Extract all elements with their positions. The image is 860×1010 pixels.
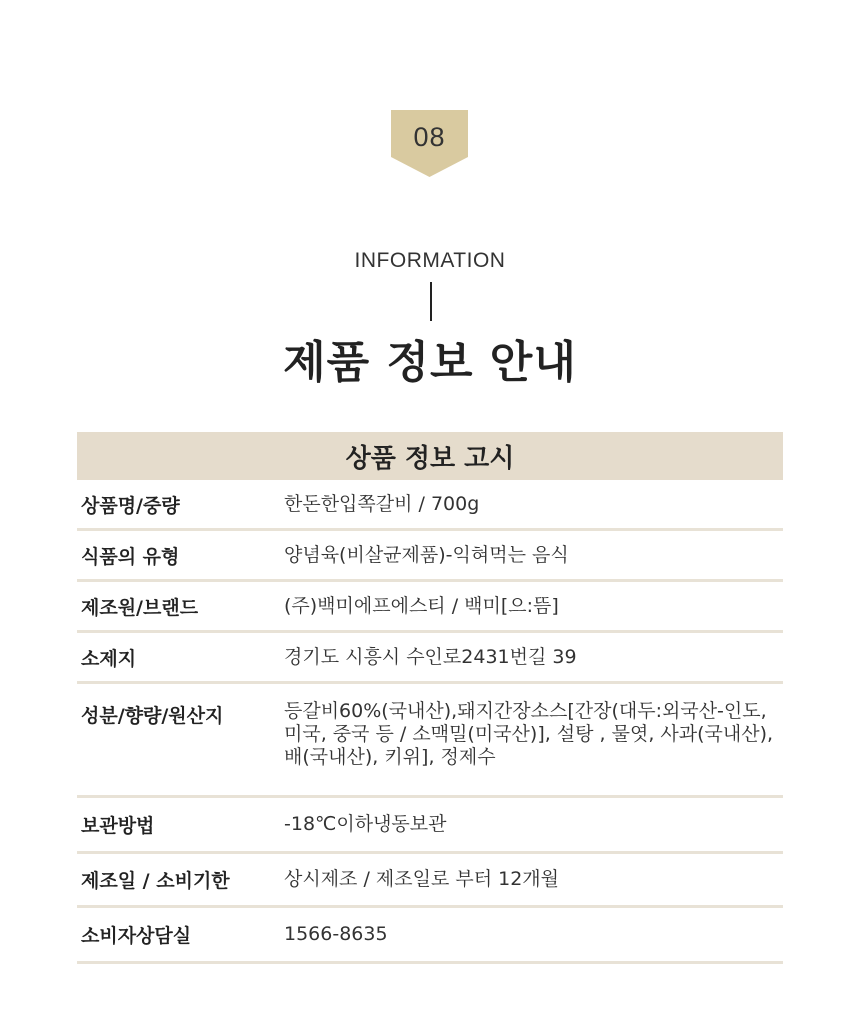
table-row-manufacturer xyxy=(77,582,783,633)
table-row-food-type xyxy=(77,531,783,582)
row-value: 등갈비60%(국내산),돼지간장소스[간장(대두:외국산-인도, 미국, 중국 등 / 소맥밀(미국산)], 설탕 , 물엿, 사과(국내산), 배(국내산), 키위], 정제수 xyxy=(284,700,774,768)
table-row-customer-service xyxy=(77,908,783,964)
row-value: 상시제조 / 제조일로 부터 12개월 xyxy=(284,868,559,890)
row-label: 제조일 / 소비기한 xyxy=(81,870,230,892)
row-value: -18℃이하냉동보관 xyxy=(284,813,447,835)
table-heading: 상품 정보 고시 xyxy=(77,432,783,480)
row-label: 제조원/브랜드 xyxy=(81,596,199,619)
table-row-expiry xyxy=(77,854,783,908)
section-eyebrow: INFORMATION xyxy=(354,249,506,272)
table-row-ingredients xyxy=(77,684,783,798)
row-label: 소제지 xyxy=(81,647,137,670)
section-number: 08 xyxy=(413,122,446,152)
table-row-product-name xyxy=(77,480,783,531)
table-row-storage xyxy=(77,798,783,854)
row-label: 식품의 유형 xyxy=(81,545,180,568)
row-label: 상품명/중량 xyxy=(81,494,180,517)
section-number-badge xyxy=(391,110,468,177)
row-value: 경기도 시흥시 수인로2431번길 39 xyxy=(284,645,577,668)
row-value: (주)백미에프에스티 / 백미[으:뜸] xyxy=(284,594,559,617)
row-label: 성분/향량/원산지 xyxy=(81,705,224,727)
row-value: 양념육(비살균제품)-익혀먹는 음식 xyxy=(284,543,569,566)
product-info-table xyxy=(77,432,783,964)
table-row-address xyxy=(77,633,783,684)
row-value: 1566-8635 xyxy=(284,923,388,945)
row-label: 소비자상담실 xyxy=(81,925,192,947)
row-value: 한돈한입쪽갈비 / 700g xyxy=(284,492,480,515)
title-divider-line xyxy=(430,282,432,321)
page-title: 제품 정보 안내 xyxy=(283,337,577,388)
row-label: 보관방법 xyxy=(81,815,155,837)
